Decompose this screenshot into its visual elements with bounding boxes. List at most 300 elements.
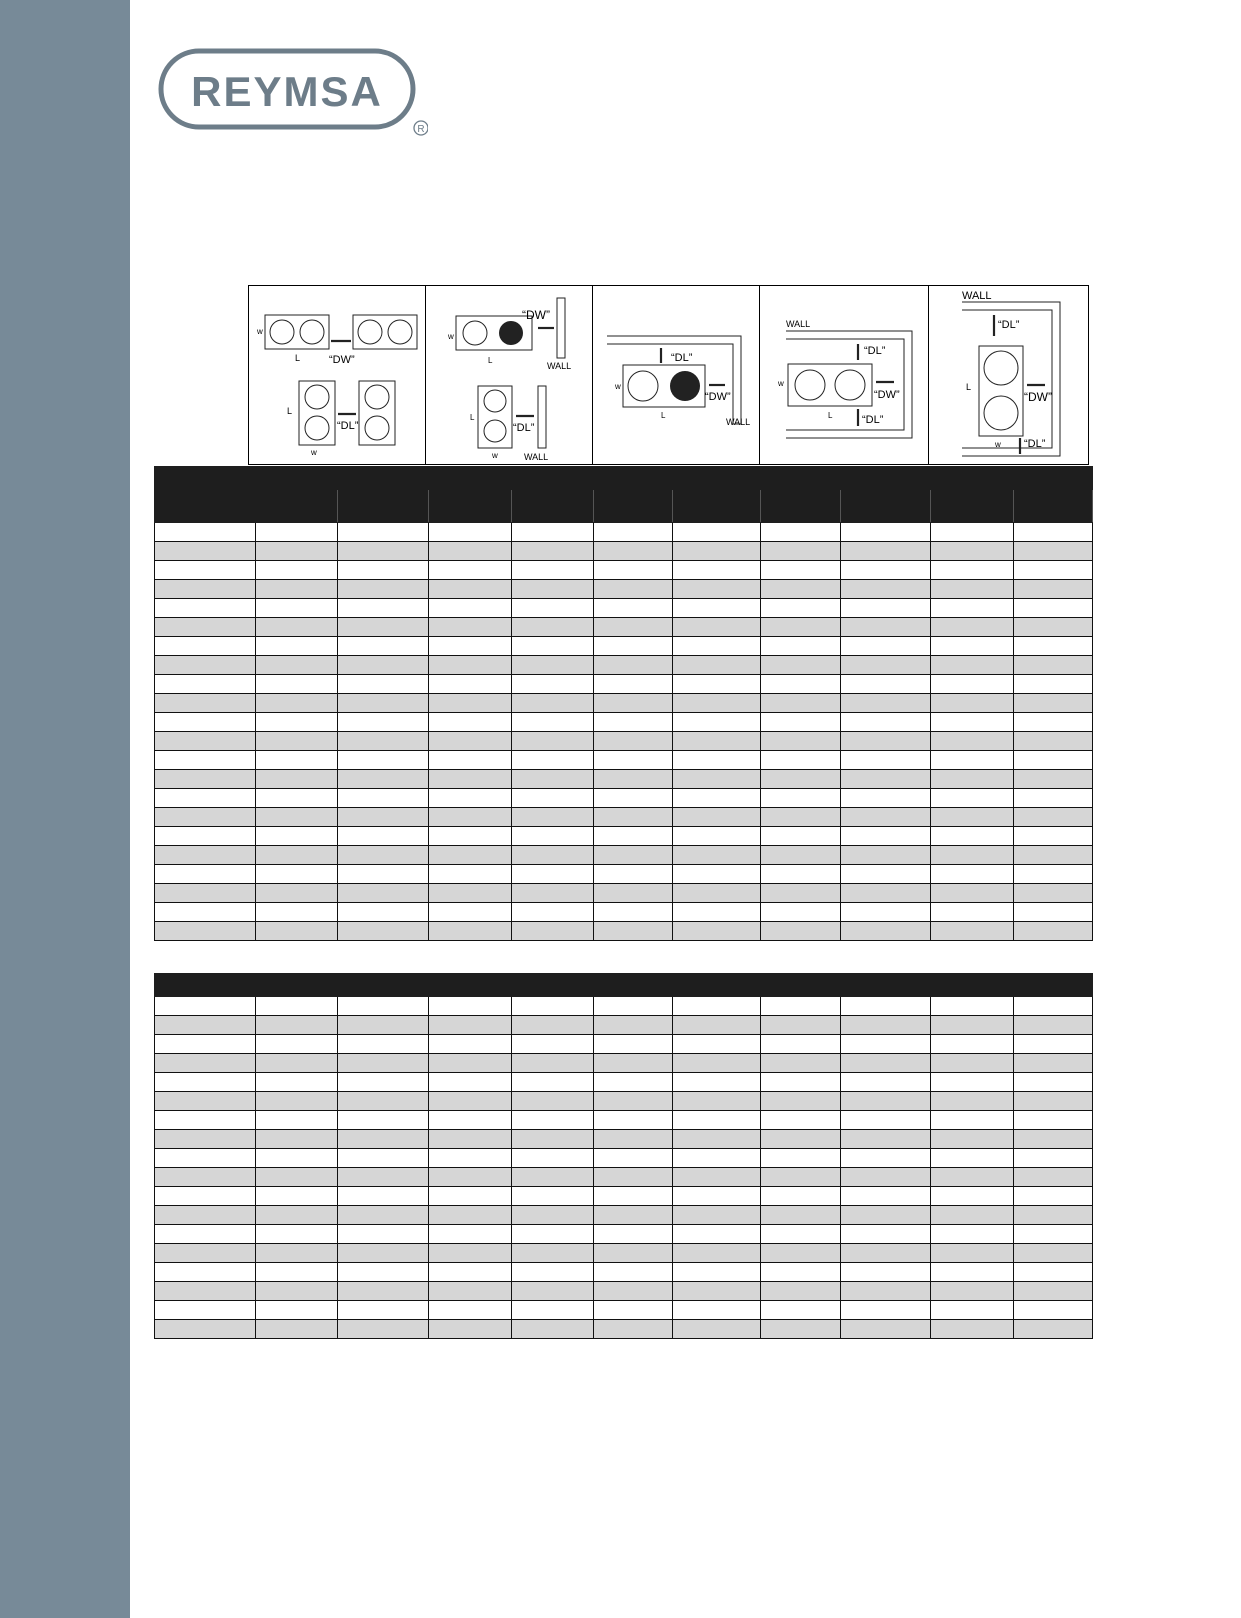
table-cell [931,1320,1014,1339]
table-cell [155,1054,256,1073]
table-cell [256,523,338,542]
table-cell [429,732,512,751]
table-cell [931,580,1014,599]
table-cell [1014,1054,1093,1073]
table-cell [841,1035,931,1054]
table-cell [594,884,673,903]
table-cell [338,675,429,694]
table-cell [155,675,256,694]
table-cell [1014,675,1093,694]
table-cell [673,1282,761,1301]
table-cell [256,1149,338,1168]
table-cell [761,865,841,884]
table-row [155,1244,1093,1263]
table-cell [155,656,256,675]
table-cell [338,1187,429,1206]
table-cell [594,1206,673,1225]
table-cell [429,1054,512,1073]
table-cell [673,751,761,770]
svg-text:WALL: WALL [523,452,548,462]
table-header-cell [155,974,1093,997]
svg-text:“DW”: “DW” [705,391,731,403]
table-cell [256,542,338,561]
table-cell [338,808,429,827]
table-cell [512,1320,594,1339]
table-cell [155,1263,256,1282]
table-cell [512,637,594,656]
table-cell [594,751,673,770]
table-cell [512,542,594,561]
table-cell [338,884,429,903]
table-row [155,808,1093,827]
svg-text:“DL”: “DL” [861,414,884,426]
table-cell [256,732,338,751]
table-cell [841,1111,931,1130]
table-row [155,997,1093,1016]
table-cell [338,1092,429,1111]
svg-text:L: L [661,411,666,420]
table-cell [673,884,761,903]
table-cell [841,599,931,618]
table-cell [338,1149,429,1168]
table-cell [673,1111,761,1130]
table-row [155,770,1093,789]
table-cell [1014,997,1093,1016]
table-header-cell [673,490,761,523]
table-header-cell [594,490,673,523]
table-cell [155,1035,256,1054]
table-cell [512,1244,594,1263]
table-cell [841,1244,931,1263]
table-row [155,656,1093,675]
table-cell [1014,523,1093,542]
svg-text:L: L [487,356,493,365]
table-cell [338,580,429,599]
table-cell [673,770,761,789]
table-cell [594,1092,673,1111]
table-cell [841,1263,931,1282]
table-cell [338,751,429,770]
table-cell [761,1035,841,1054]
table-cell [429,808,512,827]
table-cell [256,922,338,941]
table-cell [594,694,673,713]
svg-text:L: L [827,411,833,420]
table-cell [429,922,512,941]
table-cell [931,1149,1014,1168]
table-cell [1014,542,1093,561]
table-row [155,846,1093,865]
table-cell [761,1320,841,1339]
table-row [155,1016,1093,1035]
table-cell [512,770,594,789]
table-cell [429,1130,512,1149]
table-header-group [761,467,931,490]
table-cell [594,1263,673,1282]
diagram-side-by-side [249,286,426,464]
table-cell [256,1035,338,1054]
table-cell [429,865,512,884]
table-cell [594,580,673,599]
table-cell [841,542,931,561]
table-cell [256,1016,338,1035]
svg-text:w: w [615,382,621,391]
table-cell [594,675,673,694]
table-cell [673,1073,761,1092]
table-cell [512,580,594,599]
table-cell [841,1168,931,1187]
table-cell [155,732,256,751]
table-cell [155,1111,256,1130]
table-cell [673,789,761,808]
svg-text:L: L [469,413,475,422]
table-cell [256,637,338,656]
table-cell [429,1111,512,1130]
table-cell [761,694,841,713]
table-cell [594,1187,673,1206]
table-cell [931,713,1014,732]
table-cell [338,561,429,580]
table-cell [256,561,338,580]
table-cell [1014,732,1093,751]
table-cell [931,1111,1014,1130]
table-header-group [594,467,761,490]
table-cell [429,542,512,561]
table-cell [841,903,931,922]
table-cell [256,675,338,694]
table-cell [338,1130,429,1149]
table-cell [931,922,1014,941]
table-cell [673,922,761,941]
svg-text:w: w [311,448,317,457]
table-cell [761,561,841,580]
table-cell [155,1149,256,1168]
table-cell [155,1092,256,1111]
table-cell [841,997,931,1016]
table-cell [673,997,761,1016]
table-cell [841,732,931,751]
table-cell [761,1168,841,1187]
table-cell [1014,1206,1093,1225]
table-cell [155,1301,256,1320]
table-cell [841,656,931,675]
table-cell [155,997,256,1016]
table-cell [761,713,841,732]
table-row [155,1092,1093,1111]
table-header-cell [1014,490,1093,523]
table-cell [429,599,512,618]
table-cell [761,808,841,827]
table-cell [429,523,512,542]
table-cell [512,1301,594,1320]
table-cell [761,751,841,770]
table-cell [1014,713,1093,732]
table-cell [256,1054,338,1073]
table-cell [761,599,841,618]
svg-text:“DL”: “DL” [512,422,534,434]
diagram-wall-side [426,286,594,464]
table-cell [841,694,931,713]
table-cell [256,713,338,732]
table-cell [155,561,256,580]
table-row [155,523,1093,542]
table-cell [256,656,338,675]
table-cell [155,846,256,865]
table-cell [931,1263,1014,1282]
table-cell [761,675,841,694]
table-cell [256,770,338,789]
table-row [155,1320,1093,1339]
table-cell [256,1092,338,1111]
table-row [155,732,1093,751]
table-cell [338,1168,429,1187]
table-row [155,1111,1093,1130]
table-cell [338,1206,429,1225]
table-row [155,1282,1093,1301]
table-header-group [256,467,429,490]
table-cell [761,1244,841,1263]
table-cell [512,808,594,827]
table-cell [1014,751,1093,770]
table-cell [841,1130,931,1149]
table-header-corner [155,467,256,523]
table-cell [761,1282,841,1301]
table-cell [761,1225,841,1244]
table-cell [841,1016,931,1035]
table-cell [594,865,673,884]
table-cell [1014,637,1093,656]
svg-text:“DL”: “DL” [671,352,693,364]
table-cell [512,1054,594,1073]
table-cell [761,903,841,922]
sidebar-band [0,0,130,1618]
table-cell [155,1282,256,1301]
table-cell [761,618,841,637]
table-cell [256,1187,338,1206]
table-cell [429,1073,512,1092]
table-cell [512,884,594,903]
table-cell [256,1301,338,1320]
table-cell [931,1168,1014,1187]
table-cell [429,713,512,732]
table-cell [256,618,338,637]
table-cell [512,846,594,865]
table-row [155,751,1093,770]
table-cell [594,1073,673,1092]
table-cell [429,1035,512,1054]
table-cell [931,827,1014,846]
table-cell [1014,1301,1093,1320]
table-cell [338,1244,429,1263]
table-cell [931,1092,1014,1111]
clearance-table-bottom [154,973,1093,1339]
table-cell [256,1320,338,1339]
table-cell [673,1092,761,1111]
table-cell [761,542,841,561]
table-cell [256,1111,338,1130]
table-cell [841,561,931,580]
table-cell [931,846,1014,865]
table-cell [931,1244,1014,1263]
table-cell [931,523,1014,542]
table-cell [594,1016,673,1035]
table-cell [594,656,673,675]
table-cell [429,580,512,599]
table-cell [841,1054,931,1073]
table-cell [256,1130,338,1149]
table-cell [673,903,761,922]
svg-text:w: w [447,332,454,341]
svg-text:“DW”: “DW” [329,354,355,366]
table-header-group [931,467,1093,490]
table-cell [594,618,673,637]
table-cell [841,884,931,903]
table-row [155,1130,1093,1149]
reymsa-logo [158,48,428,138]
table-cell [338,1282,429,1301]
table-header-cell [931,490,1014,523]
table-cell [155,637,256,656]
table-row [155,865,1093,884]
svg-text:“DL”: “DL” [1024,438,1046,450]
table-cell [761,1092,841,1111]
table-cell [594,561,673,580]
table-cell [429,1244,512,1263]
diagram-three-wall [760,286,930,464]
diagram-enclosure-vertical [929,286,1088,464]
table-row [155,789,1093,808]
table-cell [1014,1282,1093,1301]
table-cell [1014,1016,1093,1035]
table-cell [429,1016,512,1035]
table-cell [673,1263,761,1282]
table-cell [841,1073,931,1092]
table-cell [1014,789,1093,808]
table-cell [338,1301,429,1320]
table-row [155,1149,1093,1168]
table-cell [338,770,429,789]
table-cell [512,1149,594,1168]
svg-text:WALL: WALL [785,319,810,329]
table-row [155,713,1093,732]
table-row [155,922,1093,941]
table-cell [673,561,761,580]
table-header-groups [155,467,1093,490]
table-cell [931,1282,1014,1301]
table-row [155,694,1093,713]
table-cell [155,1130,256,1149]
table-cell [155,1244,256,1263]
table-cell [594,997,673,1016]
table-cell [841,922,931,941]
table-row [155,884,1093,903]
table-cell [673,656,761,675]
table-cell [512,865,594,884]
table-cell [338,1035,429,1054]
table-cell [594,1054,673,1073]
table-cell [761,732,841,751]
table-cell [429,1149,512,1168]
table-cell [155,542,256,561]
table-cell [155,523,256,542]
table-cell [256,694,338,713]
table-cell [512,1206,594,1225]
table-cell [1014,808,1093,827]
svg-text:L: L [287,406,293,416]
table-cell [1014,827,1093,846]
table-cell [1014,1130,1093,1149]
table-header-cell [256,490,338,523]
table-cell [338,618,429,637]
table-cell [673,1225,761,1244]
svg-text:WALL: WALL [726,417,751,427]
svg-text:“DW”: “DW” [521,308,550,322]
table-cell [931,808,1014,827]
table-cell [841,846,931,865]
table-cell [841,523,931,542]
table-cell [761,1301,841,1320]
table-cell [512,1073,594,1092]
table-cell [338,694,429,713]
table-cell [256,1225,338,1244]
table-cell [1014,1111,1093,1130]
table-cell [512,618,594,637]
table-cell [155,789,256,808]
table-cell [256,903,338,922]
table-cell [931,561,1014,580]
table-cell [155,1187,256,1206]
table-cell [155,1206,256,1225]
table-cell [338,997,429,1016]
table-row [155,1301,1093,1320]
table-cell [512,1092,594,1111]
table-cell [931,1206,1014,1225]
table-cell [761,1263,841,1282]
table-cell [1014,1092,1093,1111]
table-cell [512,1111,594,1130]
table-cell [594,1168,673,1187]
table-row [155,637,1093,656]
table-cell [761,770,841,789]
table-cell [931,789,1014,808]
table-cell [673,542,761,561]
table-cell [256,789,338,808]
table-cell [673,523,761,542]
table-cell [512,1035,594,1054]
table-row [155,1206,1093,1225]
table-cell [931,1035,1014,1054]
svg-text:WALL: WALL [962,290,992,302]
table-cell [931,1054,1014,1073]
table-cell [512,1282,594,1301]
table-cell [512,789,594,808]
table-cell [512,656,594,675]
table-cell [761,580,841,599]
svg-text:w: w [491,451,498,460]
table-cell [155,599,256,618]
table-cell [338,656,429,675]
table-cell [1014,1035,1093,1054]
table-header-cell [512,490,594,523]
table-cell [155,1168,256,1187]
table-cell [1014,770,1093,789]
table-cell [761,846,841,865]
table-row [155,580,1093,599]
table-cell [841,1149,931,1168]
table-cell [594,808,673,827]
table-cell [841,1092,931,1111]
table-cell [429,884,512,903]
